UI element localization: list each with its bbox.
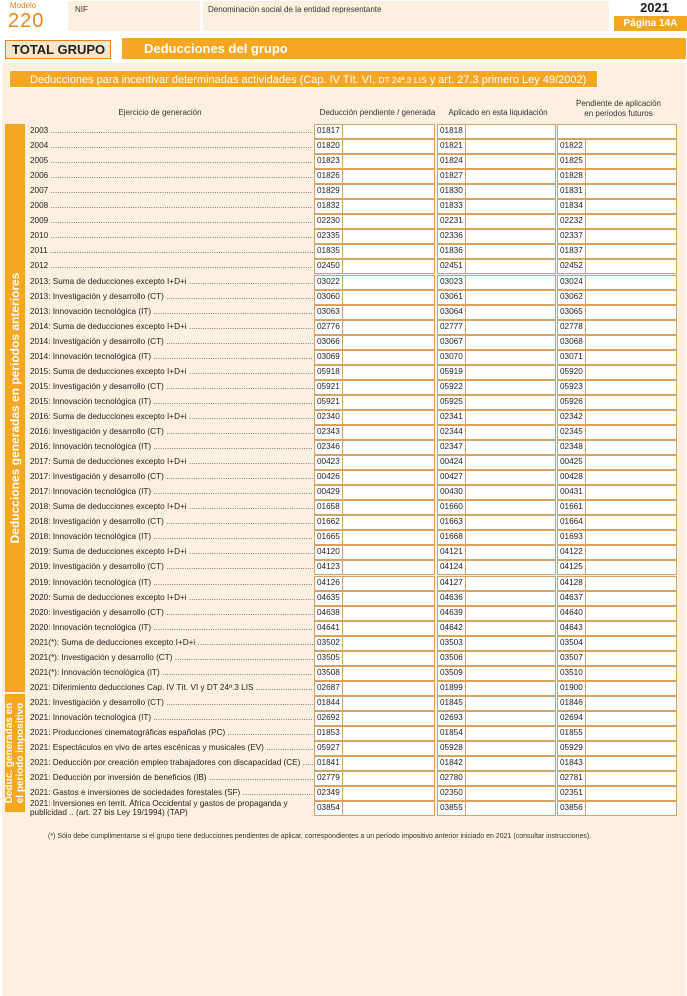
table-row: [28, 320, 682, 335]
table-row: [28, 530, 682, 545]
col-head-ejercicio: Ejercicio de generación: [118, 108, 202, 117]
box-code: 03510: [557, 666, 586, 681]
box-code: 04642: [437, 621, 466, 636]
box-code: 04126: [314, 576, 343, 591]
row-label: 2019: Innovación tecnológica (IT) .....: [30, 578, 313, 587]
box-code: 03022: [314, 275, 343, 290]
side-label-periodo-text: [4, 703, 26, 804]
box-code: 04636: [437, 591, 466, 606]
box-code: 01829: [314, 184, 343, 199]
table-row: [28, 275, 682, 290]
box-code: 00428: [557, 470, 586, 485]
box-code: 04640: [557, 606, 586, 621]
table-row: [28, 756, 682, 771]
box-code: 05926: [557, 395, 586, 410]
box-code: 03856: [557, 801, 586, 816]
box-code: 05921: [314, 380, 343, 395]
row-label: 2020: Investigación y desarrollo (CT) .....: [30, 608, 313, 617]
box-code: 01658: [314, 500, 343, 515]
table-row: [28, 124, 682, 139]
box-code: 04635: [314, 591, 343, 606]
box-code: 01844: [314, 696, 343, 711]
row-label: 2011 .....: [30, 246, 313, 255]
row-label: 2008 .....: [30, 201, 313, 210]
row-label: 2021(*): Suma de deducciones excepto I+D+i .....: [30, 638, 313, 647]
box-code: 05922: [437, 380, 466, 395]
nif-label: NIF: [75, 5, 88, 14]
box-code: 05918: [314, 365, 343, 380]
table-row: [28, 771, 682, 786]
box-code: 03506: [437, 651, 466, 666]
box-code: 03069: [314, 350, 343, 365]
box-code: 03067: [437, 335, 466, 350]
row-label: 2010 .....: [30, 231, 313, 240]
box-code: 02232: [557, 214, 586, 229]
amount-field-c3: [557, 124, 677, 139]
row-label: 2009 .....: [30, 216, 313, 225]
row-label: 2019: Investigación y desarrollo (CT) .....: [30, 562, 313, 571]
box-code: 01664: [557, 515, 586, 530]
box-code: 03504: [557, 636, 586, 651]
row-label: 2020: Innovación tecnológica (IT) .....: [30, 623, 313, 632]
box-code: 01821: [437, 139, 466, 154]
table-row: [28, 576, 682, 591]
box-code: 01660: [437, 500, 466, 515]
row-label: 2015: Suma de deducciones excepto I+D+i .....: [30, 367, 313, 376]
box-code: 02694: [557, 711, 586, 726]
row-label: 2013: Innovación tecnológica (IT) .....: [30, 307, 313, 316]
box-code: 01824: [437, 154, 466, 169]
box-code: 01822: [557, 139, 586, 154]
row-label: 2016: Suma de deducciones excepto I+D+i .....: [30, 412, 313, 421]
table-row: [28, 229, 682, 244]
subsection-title-main: Deducciones para incentivar determinadas actividades (Cap. IV Tít. VI,: [30, 74, 376, 86]
side-label-periodo-line2: el periodo impositivo: [15, 702, 26, 804]
box-code: 02350: [437, 786, 466, 801]
box-code: 04641: [314, 621, 343, 636]
table-row: [28, 305, 682, 320]
box-code: 02780: [437, 771, 466, 786]
box-code: 02343: [314, 425, 343, 440]
subsection-title-tail: y art. 27.3 primero Ley 49/2002): [429, 74, 587, 86]
box-code: 03503: [437, 636, 466, 651]
table-row: [28, 560, 682, 575]
box-code: 03071: [557, 350, 586, 365]
table-row: [28, 139, 682, 154]
box-code: 02346: [314, 440, 343, 455]
box-code: 00431: [557, 485, 586, 500]
table-row: [28, 801, 682, 816]
box-code: 03502: [314, 636, 343, 651]
row-label: 2018: Suma de deducciones excepto I+D+i .....: [30, 502, 313, 511]
box-code: 03854: [314, 801, 343, 816]
box-code: 05927: [314, 741, 343, 756]
box-code: 05929: [557, 741, 586, 756]
row-label: 2021: Gastos e inversiones de sociedades forestales (SF) .....: [30, 788, 313, 797]
box-code: 01841: [314, 756, 343, 771]
box-code: 04123: [314, 560, 343, 575]
row-label: 2016: Innovación tecnológica (IT) .....: [30, 442, 313, 451]
row-label: 2021: Diferimiento deducciones Cap. IV Tít. VI y DT 24ª.3 LIS .....: [30, 683, 313, 692]
row-label: 2014: Innovación tecnológica (IT) .....: [30, 352, 313, 361]
box-code: 02687: [314, 681, 343, 696]
box-code: 00430: [437, 485, 466, 500]
row-label: 2014: Investigación y desarrollo (CT) .....: [30, 337, 313, 346]
box-code: 02340: [314, 410, 343, 425]
box-code: 01853: [314, 726, 343, 741]
box-code: 01817: [314, 124, 343, 139]
row-label: 2021: Espectáculos en vivo de artes escénicas y musicales (EV) .....: [30, 743, 313, 752]
box-code: 02230: [314, 214, 343, 229]
box-code: 04120: [314, 545, 343, 560]
row-label: 2017: Innovación tecnológica (IT) .....: [30, 487, 313, 496]
box-code: 00429: [314, 485, 343, 500]
box-code: 03060: [314, 290, 343, 305]
box-code: 02693: [437, 711, 466, 726]
box-code: 04639: [437, 606, 466, 621]
row-label: 2017: Suma de deducciones excepto I+D+i .....: [30, 457, 313, 466]
box-code: 02335: [314, 229, 343, 244]
box-code: 01820: [314, 139, 343, 154]
table-row: [28, 169, 682, 184]
col-head-futuros-line2: en periodos futuros: [584, 109, 653, 118]
table-row: [28, 395, 682, 410]
box-code: 02692: [314, 711, 343, 726]
table-row: [28, 425, 682, 440]
box-code: 00424: [437, 455, 466, 470]
box-code: 02341: [437, 410, 466, 425]
row-label: 2021(*): Innovación tecnológica (IT) .....: [30, 668, 313, 677]
box-code: 01855: [557, 726, 586, 741]
table-row: [28, 410, 682, 425]
box-code: 01836: [437, 244, 466, 259]
table-row: [28, 350, 682, 365]
box-code: 03063: [314, 305, 343, 320]
row-label: 2018: Innovación tecnológica (IT) .....: [30, 532, 313, 541]
subsection-title: [9, 70, 598, 88]
footnote: (*) Sólo debe cumplimentarse si el grupo tiene deducciones pendientes de aplicar, correspondientes a un período impositivo anterior iniciado en 2021 (consultar instrucciones).: [48, 833, 592, 840]
row-label: 2014: Suma de deducciones excepto I+D+i .....: [30, 322, 313, 331]
box-code: 01662: [314, 515, 343, 530]
table-row: [28, 184, 682, 199]
box-code: 03508: [314, 666, 343, 681]
table-row: [28, 636, 682, 651]
box-code: 00423: [314, 455, 343, 470]
box-code: 00425: [557, 455, 586, 470]
row-label: 2021: Deducción por creación empleo trabajadores con discapacidad (CE) .....: [30, 758, 313, 767]
row-label: 2018: Investigación y desarrollo (CT) .....: [30, 517, 313, 526]
row-label: 2021(*): Investigación y desarrollo (CT) .....: [30, 653, 313, 662]
table-row: [28, 515, 682, 530]
box-code: 01826: [314, 169, 343, 184]
row-label: 2021: Inversiones en territ. África Occidental y gastos de propaganda y publicidad .. (art. 27 bis Ley 19/1994) (TAP): [30, 799, 288, 818]
table-row: [28, 214, 682, 229]
box-code: 00427: [437, 470, 466, 485]
row-label: 2021: Innovación tecnológica (IT) .....: [30, 713, 313, 722]
box-code: 01843: [557, 756, 586, 771]
box-code: 01837: [557, 244, 586, 259]
form-year: 2021: [640, 0, 669, 15]
box-code: 01661: [557, 500, 586, 515]
box-code: 03065: [557, 305, 586, 320]
subsection-title-small: DT 24ª.3 LIS: [378, 75, 427, 85]
box-code: 01668: [437, 530, 466, 545]
table-row: [28, 335, 682, 350]
box-code: 05921: [314, 395, 343, 410]
box-code: 00426: [314, 470, 343, 485]
box-code: 01835: [314, 244, 343, 259]
side-label-periodo: [5, 694, 25, 812]
box-code: 01831: [557, 184, 586, 199]
page-badge: Página 14A: [614, 16, 687, 31]
box-code: 04637: [557, 591, 586, 606]
row-label: 2013: Investigación y desarrollo (CT) .....: [30, 292, 313, 301]
row-label: 2007 .....: [30, 186, 313, 195]
box-code: 05920: [557, 365, 586, 380]
model-label: Modelo: [10, 1, 37, 10]
box-code: 01825: [557, 154, 586, 169]
row-label: 2021: Producciones cinematográficas españolas (PC) .....: [30, 728, 313, 737]
table-row: [28, 741, 682, 756]
table-row: [28, 380, 682, 395]
table-row: [28, 290, 682, 305]
box-code: 04125: [557, 560, 586, 575]
box-code: 03024: [557, 275, 586, 290]
box-code: 01845: [437, 696, 466, 711]
box-code: 01900: [557, 681, 586, 696]
table-row: [28, 681, 682, 696]
row-label: 2013: Suma de deducciones excepto I+D+i .....: [30, 277, 313, 286]
table-row: [28, 485, 682, 500]
row-label: 2015: Investigación y desarrollo (CT) .....: [30, 382, 313, 391]
box-code: 02776: [314, 320, 343, 335]
box-code: 02345: [557, 425, 586, 440]
section-title: Deducciones del grupo: [122, 38, 686, 59]
box-code: 02351: [557, 786, 586, 801]
row-label: 2003 .....: [30, 126, 313, 135]
table-row: [28, 154, 682, 169]
box-code: 02231: [437, 214, 466, 229]
box-code: 02347: [437, 440, 466, 455]
col-head-futuros-line1: Pendiente de aplicación: [576, 99, 661, 108]
row-label: 2019: Suma de deducciones excepto I+D+i .....: [30, 547, 313, 556]
box-code: 04127: [437, 576, 466, 591]
box-code: 02336: [437, 229, 466, 244]
box-code: 02342: [557, 410, 586, 425]
box-code: 04128: [557, 576, 586, 591]
side-label-anteriores: [5, 124, 25, 692]
box-code: 01663: [437, 515, 466, 530]
box-code: 02348: [557, 440, 586, 455]
row-label: 2016: Investigación y desarrollo (CT) .....: [30, 427, 313, 436]
box-code: 01854: [437, 726, 466, 741]
table-row: [28, 365, 682, 380]
table-row: [28, 591, 682, 606]
box-code: 01833: [437, 199, 466, 214]
box-code: 02781: [557, 771, 586, 786]
table-row: [28, 666, 682, 681]
box-code: 01823: [314, 154, 343, 169]
box-code: 03505: [314, 651, 343, 666]
box-code: 03023: [437, 275, 466, 290]
side-label-anteriores-text: Deducciones generadas en periodos anteriores: [8, 272, 22, 544]
table-row: [28, 651, 682, 666]
model-number: 220: [8, 10, 45, 32]
box-code: 04643: [557, 621, 586, 636]
table-row: [28, 470, 682, 485]
box-code: 03068: [557, 335, 586, 350]
box-code: 03064: [437, 305, 466, 320]
box-code: 03066: [314, 335, 343, 350]
row-label: 2021: Investigación y desarrollo (CT) .....: [30, 698, 313, 707]
box-code: 02779: [314, 771, 343, 786]
group-title: TOTAL GRUPO: [5, 40, 111, 59]
box-code: 05923: [557, 380, 586, 395]
table-row: [28, 259, 682, 274]
box-code: 03061: [437, 290, 466, 305]
box-code: 01832: [314, 199, 343, 214]
box-code: 01830: [437, 184, 466, 199]
table-row: [28, 244, 682, 259]
row-label: 2004 .....: [30, 141, 313, 150]
box-code: 04124: [437, 560, 466, 575]
row-label: 2012 .....: [30, 261, 313, 270]
table-row: [28, 500, 682, 515]
table-row: [28, 440, 682, 455]
box-code: 03855: [437, 801, 466, 816]
table-row: [28, 455, 682, 470]
box-code: 02451: [437, 259, 466, 274]
box-code: 04121: [437, 545, 466, 560]
box-code: 03070: [437, 350, 466, 365]
box-code: 02337: [557, 229, 586, 244]
row-label: 2015: Innovación tecnológica (IT) .....: [30, 397, 313, 406]
box-code: 02450: [314, 259, 343, 274]
box-code: 02778: [557, 320, 586, 335]
side-label-periodo-line1: Deduc. generadas en: [4, 702, 15, 804]
box-code: 02349: [314, 786, 343, 801]
box-code: 04638: [314, 606, 343, 621]
box-code: 03509: [437, 666, 466, 681]
box-code: 03062: [557, 290, 586, 305]
box-code: 01842: [437, 756, 466, 771]
box-code: 01846: [557, 696, 586, 711]
row-label: 2017: Investigación y desarrollo (CT) .....: [30, 472, 313, 481]
table-row: [28, 199, 682, 214]
box-code: 01828: [557, 169, 586, 184]
row-label: 2021: Deducción por inversión de beneficios (IB) .....: [30, 773, 313, 782]
row-label: 2020: Suma de deducciones excepto I+D+i .....: [30, 593, 313, 602]
box-code: 05925: [437, 395, 466, 410]
table-row: [28, 545, 682, 560]
box-code: 01899: [437, 681, 466, 696]
row-label: 2006 .....: [30, 171, 313, 180]
table-row: [28, 696, 682, 711]
box-code: 01834: [557, 199, 586, 214]
box-code: 05928: [437, 741, 466, 756]
table-row: [28, 606, 682, 621]
box-code: 02452: [557, 259, 586, 274]
col-head-pendiente: Deducción pendiente / generada: [319, 108, 436, 117]
box-code: 01665: [314, 530, 343, 545]
row-label: 2005 .....: [30, 156, 313, 165]
box-code: 01827: [437, 169, 466, 184]
denomination-label: Denominación social de la entidad representante: [208, 5, 382, 14]
col-head-aplicado: Aplicado en esta liquidación: [448, 108, 548, 117]
box-code: 01818: [437, 124, 466, 139]
box-code: 02777: [437, 320, 466, 335]
box-code: 04122: [557, 545, 586, 560]
box-code: 05919: [437, 365, 466, 380]
col-head-futuros: [557, 99, 680, 119]
table-row: [28, 711, 682, 726]
table-row: [28, 726, 682, 741]
box-code: 01693: [557, 530, 586, 545]
box-code: 03507: [557, 651, 586, 666]
box-code: 02344: [437, 425, 466, 440]
table-row: [28, 621, 682, 636]
